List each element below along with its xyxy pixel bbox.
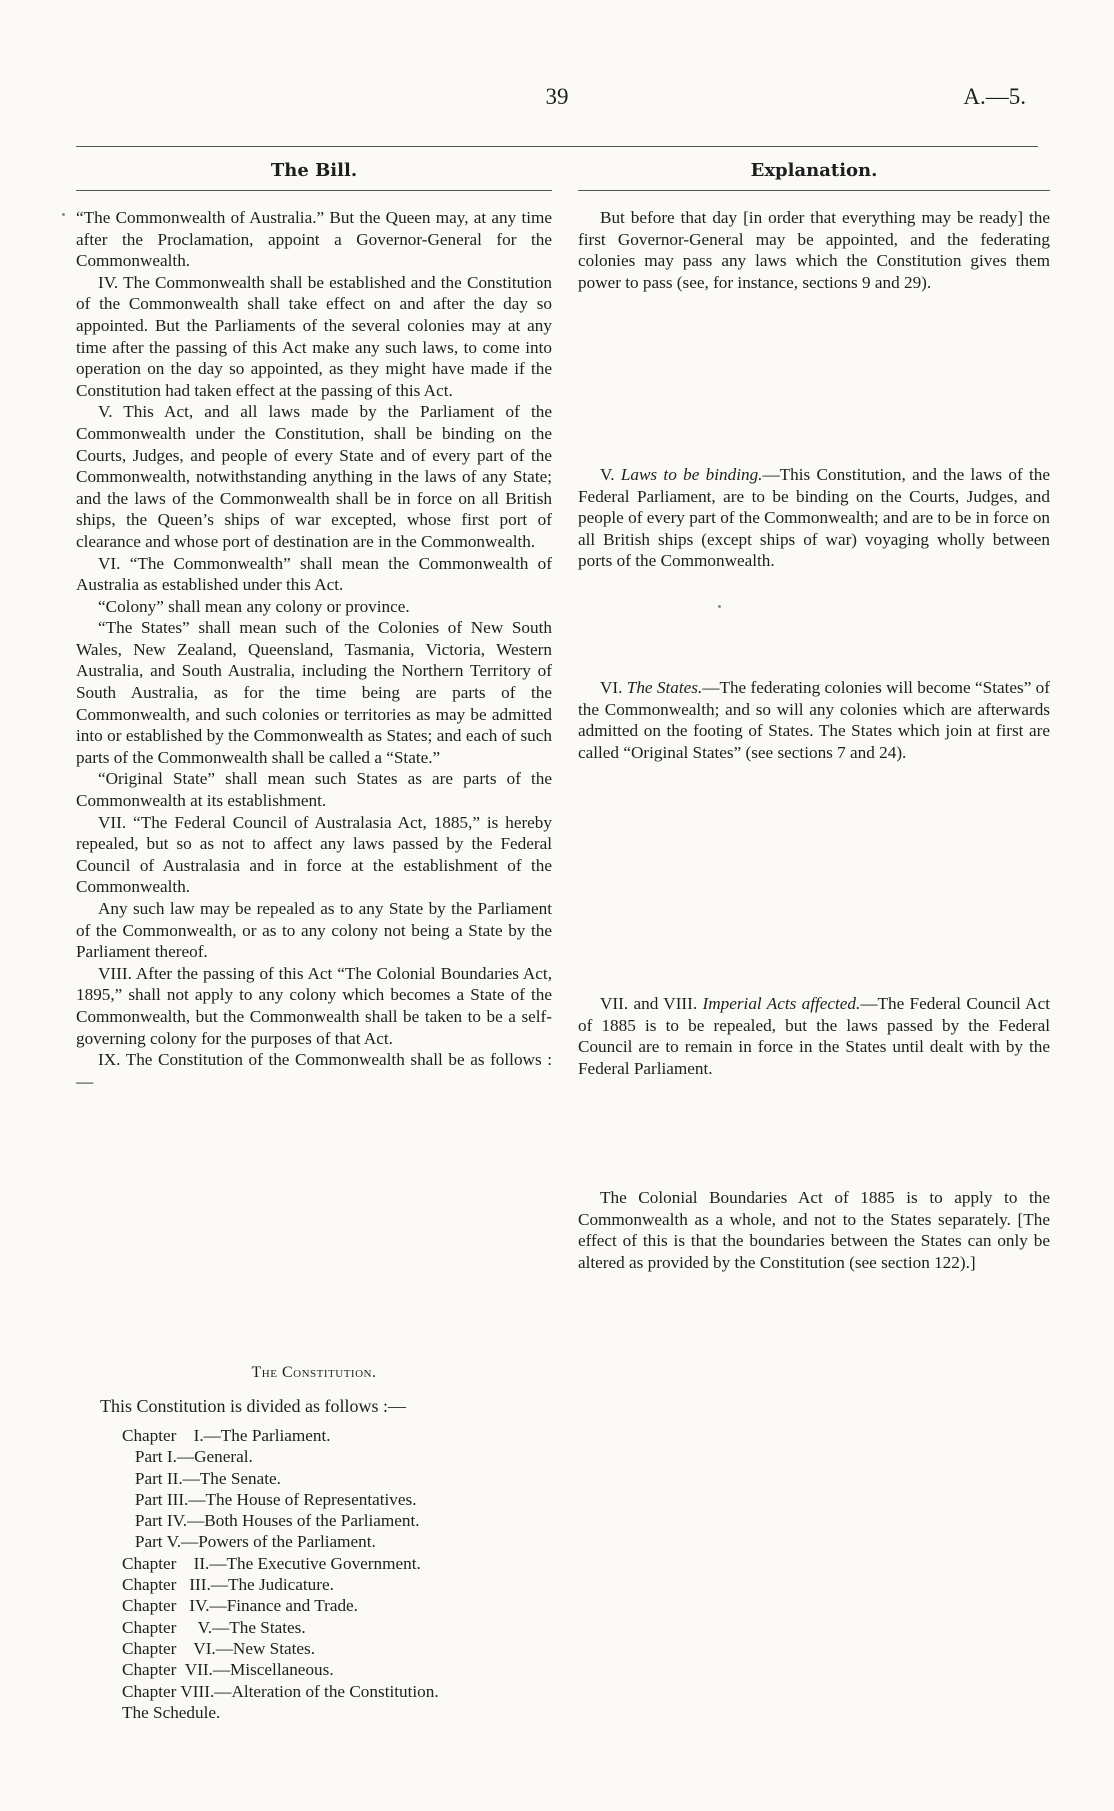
bill-paragraph: “The Commonwealth of Australia.” But the Queen may, at any time after the Proclamation, appoint a Governor-General for the Commonwealth. bbox=[76, 208, 552, 271]
explanation-block-4 bbox=[578, 993, 1050, 1079]
explanation-paragraph: The Colonial Boundaries Act of 1885 is to apply to the Commonwealth as a whole, and not to the States separately. [The effect of this is that the boundaries between the States can only be altered as provided by the Constitution (see section 122).] bbox=[578, 1188, 1050, 1272]
section-title: The States. bbox=[626, 678, 703, 697]
contents-line: Chapter II.—The Executive Government. bbox=[122, 1553, 421, 1573]
section-text: —The federating colonies will become “States” of the Commonwealth; and so will any colonies which are afterwards admitted on the footing of States. The States which join at first are called “Original States” (see sections 7 and 24). bbox=[578, 678, 1050, 762]
bill-paragraph: Any such law may be repealed as to any State by the Parliament of the Commonwealth, or as to any colony not being a State by the Parliament thereof. bbox=[76, 899, 552, 962]
left-heading-rule bbox=[76, 190, 552, 191]
contents-line: Chapter III.—The Judicature. bbox=[122, 1575, 334, 1595]
explanation-paragraph: But before that day [in order that everything may be ready] the first Governor-General may be appointed, and the federating colonies may pass any laws which the Constitution gives them power to pass (see, for instance, sections 9 and 29). bbox=[578, 208, 1050, 292]
section-title: Imperial Acts affected. bbox=[702, 994, 861, 1013]
bill-text bbox=[76, 207, 552, 1092]
explanation-block-5 bbox=[578, 1187, 1050, 1273]
contents-line: Chapter I.—The Parliament. bbox=[122, 1426, 331, 1445]
constitution-title: The Constitution. bbox=[251, 1364, 377, 1381]
section-number: VII. and VIII. bbox=[600, 994, 703, 1013]
page-number: 39 bbox=[545, 84, 569, 109]
explanation-text bbox=[578, 0, 1050, 1811]
contents-line: Part II.—The Senate. bbox=[122, 1468, 281, 1488]
explanation-paragraph bbox=[578, 677, 1050, 763]
explanation-paragraph bbox=[578, 993, 1050, 1079]
section-text: —This Constitution, and the laws of the Federal Parliament, are to be binding on the Courts, Judges, and people of every part of the Commonwealth; and are to be in force on all British ships (except ships of war) voyaging wholly between ports of the Commonwealth. bbox=[578, 465, 1051, 571]
document-reference: A.—5. bbox=[963, 84, 1026, 109]
contents-line: Chapter V.—The States. bbox=[122, 1617, 306, 1637]
contents-line: Part III.—The House of Representatives. bbox=[122, 1489, 417, 1509]
paper-speck bbox=[62, 213, 65, 216]
bill-paragraph: VII. “The Federal Council of Australasia Act, 1885,” is hereby repealed, but so as not to affect any laws passed by the Federal Council of Australasia and in force at the establishment of the Commonwealth. bbox=[76, 812, 552, 897]
contents-line: Chapter VI.—New States. bbox=[122, 1638, 316, 1658]
bill-paragraph: VI. “The Commonwealth” shall mean the Commonwealth of Australia as established under this Act. bbox=[76, 553, 552, 595]
section-number: V. bbox=[600, 465, 621, 484]
bill-paragraph: V. This Act, and all laws made by the Parliament of the Commonwealth under the Constitution, shall be binding on the Courts, Judges, and people of every State and of every part of the Commonwealth, notwithstanding anything in the laws of any State; and the laws of the Commonwealth shall be in force on all British ships, the Queen’s ships of war excepted, whose first port of clearance and whose port of destination are in the Commonwealth. bbox=[76, 402, 552, 551]
explanation-block-2 bbox=[578, 464, 1050, 572]
section-text: —The Federal Council Act of 1885 is to be repealed, but the laws passed by the Federal Council are to remain in force in the States until dealt with by the Federal Parliament. bbox=[578, 994, 1050, 1078]
paper-speck bbox=[718, 605, 721, 608]
section-title: Laws to be binding. bbox=[620, 465, 763, 484]
contents-line: Part IV.—Both Houses of the Parliament. bbox=[122, 1511, 420, 1531]
constitution-contents bbox=[122, 1425, 439, 1723]
contents-line: The Schedule. bbox=[122, 1702, 221, 1722]
contents-line: Part V.—Powers of the Parliament. bbox=[122, 1532, 376, 1552]
contents-line: Chapter IV.—Finance and Trade. bbox=[122, 1596, 358, 1616]
left-column-heading: The Bill. bbox=[270, 160, 358, 181]
contents-line: Chapter VII.—Miscellaneous. bbox=[122, 1660, 334, 1680]
bill-paragraph: “Original State” shall mean such States as are parts of the Commonwealth at its establishment. bbox=[76, 769, 552, 811]
bill-paragraph: IX. The Constitution of the Commonwealth shall be as follows :— bbox=[76, 1050, 552, 1091]
contents-line: Part I.—General. bbox=[122, 1447, 253, 1467]
right-column-heading: Explanation. bbox=[750, 160, 878, 181]
contents-line: Chapter VIII.—Alteration of the Constitution. bbox=[122, 1681, 439, 1701]
explanation-paragraph bbox=[578, 464, 1050, 572]
section-number: VI. bbox=[600, 678, 627, 697]
constitution-intro: This Constitution is divided as follows :— bbox=[100, 1396, 407, 1416]
bill-paragraph: IV. The Commonwealth shall be established and the Constitution of the Commonwealth shall take effect on and after the day so appointed. But the Parliaments of the several colonies may at any time after the passing of this Act make any such laws, to come into operation on the day so appointed, as they might have made if the Constitution had taken effect at the passing of this Act. bbox=[76, 272, 552, 400]
bill-paragraph: “Colony” shall mean any colony or province. bbox=[98, 596, 410, 616]
bill-paragraph: VIII. After the passing of this Act “The Colonial Boundaries Act, 1895,” shall not apply to any colony which becomes a State of the Commonwealth, but the Commonwealth shall be taken to be a self-governing colony for the purposes of that Act. bbox=[76, 963, 552, 1048]
bill-paragraph: “The States” shall mean such of the Colonies of New South Wales, New Zealand, Queensland, Tasmania, Victoria, Western Australia, and South Australia, including the Northern Territory of South Australia, as for the time being are parts of the Commonwealth, and such colonies or territories as may be admitted into or established by the Commonwealth as States; and each of such parts of the Commonwealth shall be called a “State.” bbox=[76, 618, 552, 767]
explanation-block-1 bbox=[578, 207, 1050, 293]
explanation-block-3 bbox=[578, 677, 1050, 763]
